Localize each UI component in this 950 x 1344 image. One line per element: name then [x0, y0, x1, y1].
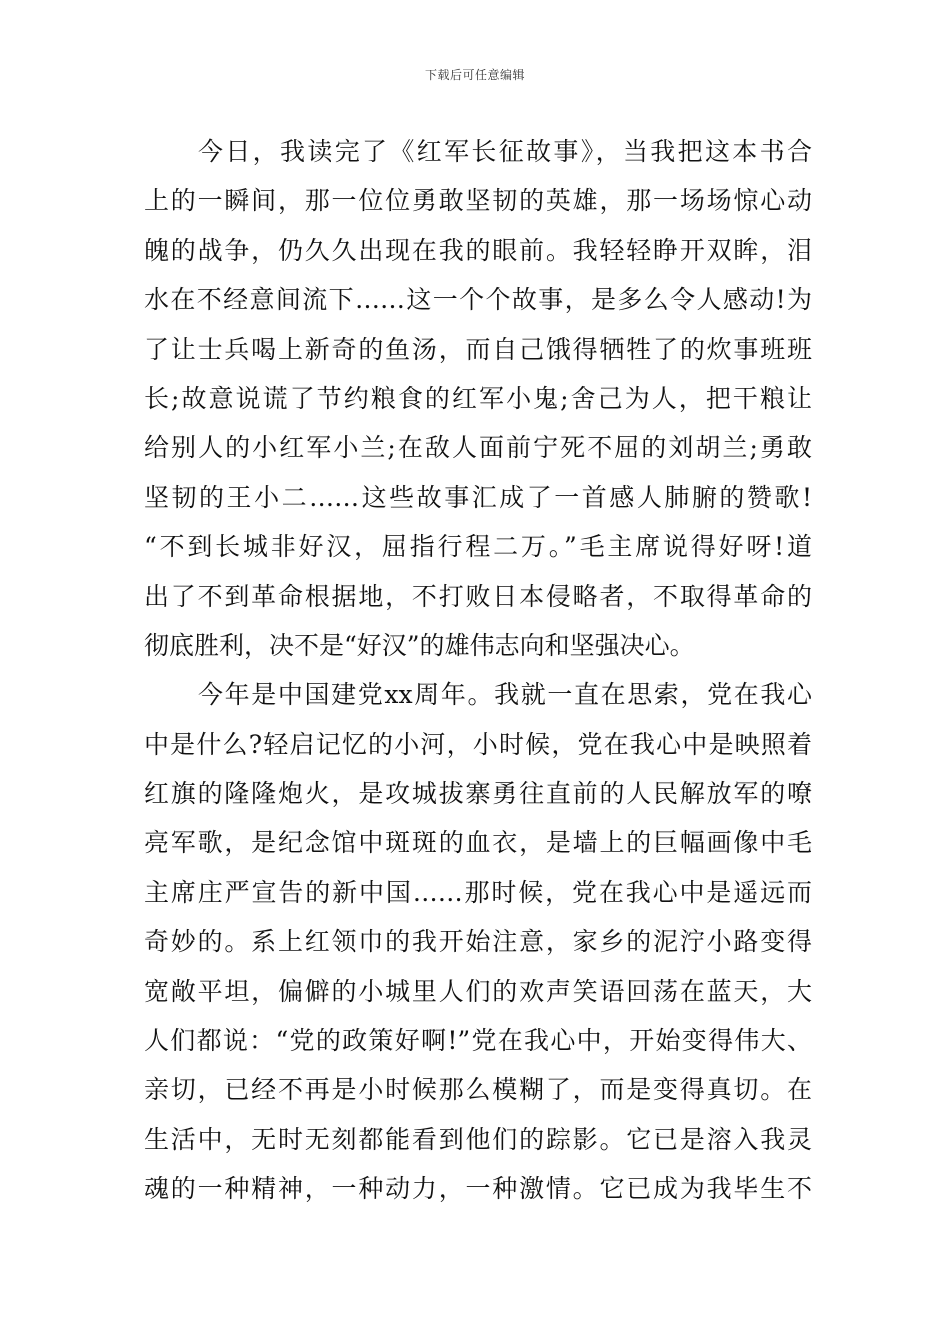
- text-line: 魄的战争，仍久久出现在我的眼前。我轻轻睁开双眸，泪: [144, 235, 812, 265]
- text-line: 给别人的小红军小兰;在敌人面前宁死不屈的刘胡兰;勇敢: [144, 433, 812, 463]
- text-line: 水在不经意间流下……这一个个故事，是多么令人感动!为: [144, 285, 812, 315]
- text-line: 今年是中国建党xx周年。我就一直在思索，党在我心: [198, 680, 812, 710]
- text-line: 魂的一种精神，一种动力，一种激情。它已成为我毕生不: [144, 1174, 812, 1204]
- text-line: 宽敞平坦，偏僻的小城里人们的欢声笑语回荡在蓝天，大: [144, 976, 812, 1006]
- text-line: 坚韧的王小二……这些故事汇成了一首感人肺腑的赞歌!: [144, 482, 812, 512]
- text-line: 今日，我读完了《红军长征故事》，当我把这本书合: [198, 137, 812, 166]
- text-line: 亮军歌，是纪念馆中斑斑的血衣，是墙上的巨幅画像中毛: [144, 828, 812, 858]
- page-header: 下载后可任意编辑: [424, 68, 525, 82]
- text-line: 主席庄严宣告的新中国……那时候，党在我心中是遥远而: [144, 877, 812, 907]
- text-line: 生活中，无时无刻都能看到他们的踪影。它已是溶入我灵: [144, 1124, 812, 1154]
- text-line: 彻底胜利，决不是“好汉”的雄伟志向和坚强决心。: [144, 630, 695, 660]
- text-line: “不到长城非好汉，屈指行程二万。”毛主席说得好呀!道: [144, 532, 812, 562]
- text-line: 长;故意说谎了节约粮食的红军小鬼;舍己为人，把干粮让: [144, 383, 812, 413]
- text-line: 出了不到革命根据地，不打败日本侵略者，不取得革命的: [144, 581, 812, 611]
- text-line: 上的一瞬间，那一位位勇敢坚韧的英雄，那一场场惊心动: [144, 186, 812, 216]
- text-line: 中是什么?轻启记忆的小河，小时候，党在我心中是映照着: [144, 729, 812, 759]
- document-body: [144, 127, 812, 1214]
- paragraph: [144, 670, 812, 1213]
- text-line: 亲切，已经不再是小时候那么模糊了，而是变得真切。在: [144, 1075, 812, 1105]
- text-line: 奇妙的。系上红领巾的我开始注意，家乡的泥泞小路变得: [144, 927, 812, 957]
- text-line: 人们都说：“党的政策好啊!”党在我心中，开始变得伟大、: [144, 1026, 812, 1056]
- text-line: 红旗的隆隆炮火，是攻城拔寨勇往直前的人民解放军的嘹: [144, 779, 812, 809]
- paragraph: [144, 127, 812, 670]
- text-line: 了让士兵喝上新奇的鱼汤，而自己饿得牺牲了的炊事班班: [144, 334, 812, 364]
